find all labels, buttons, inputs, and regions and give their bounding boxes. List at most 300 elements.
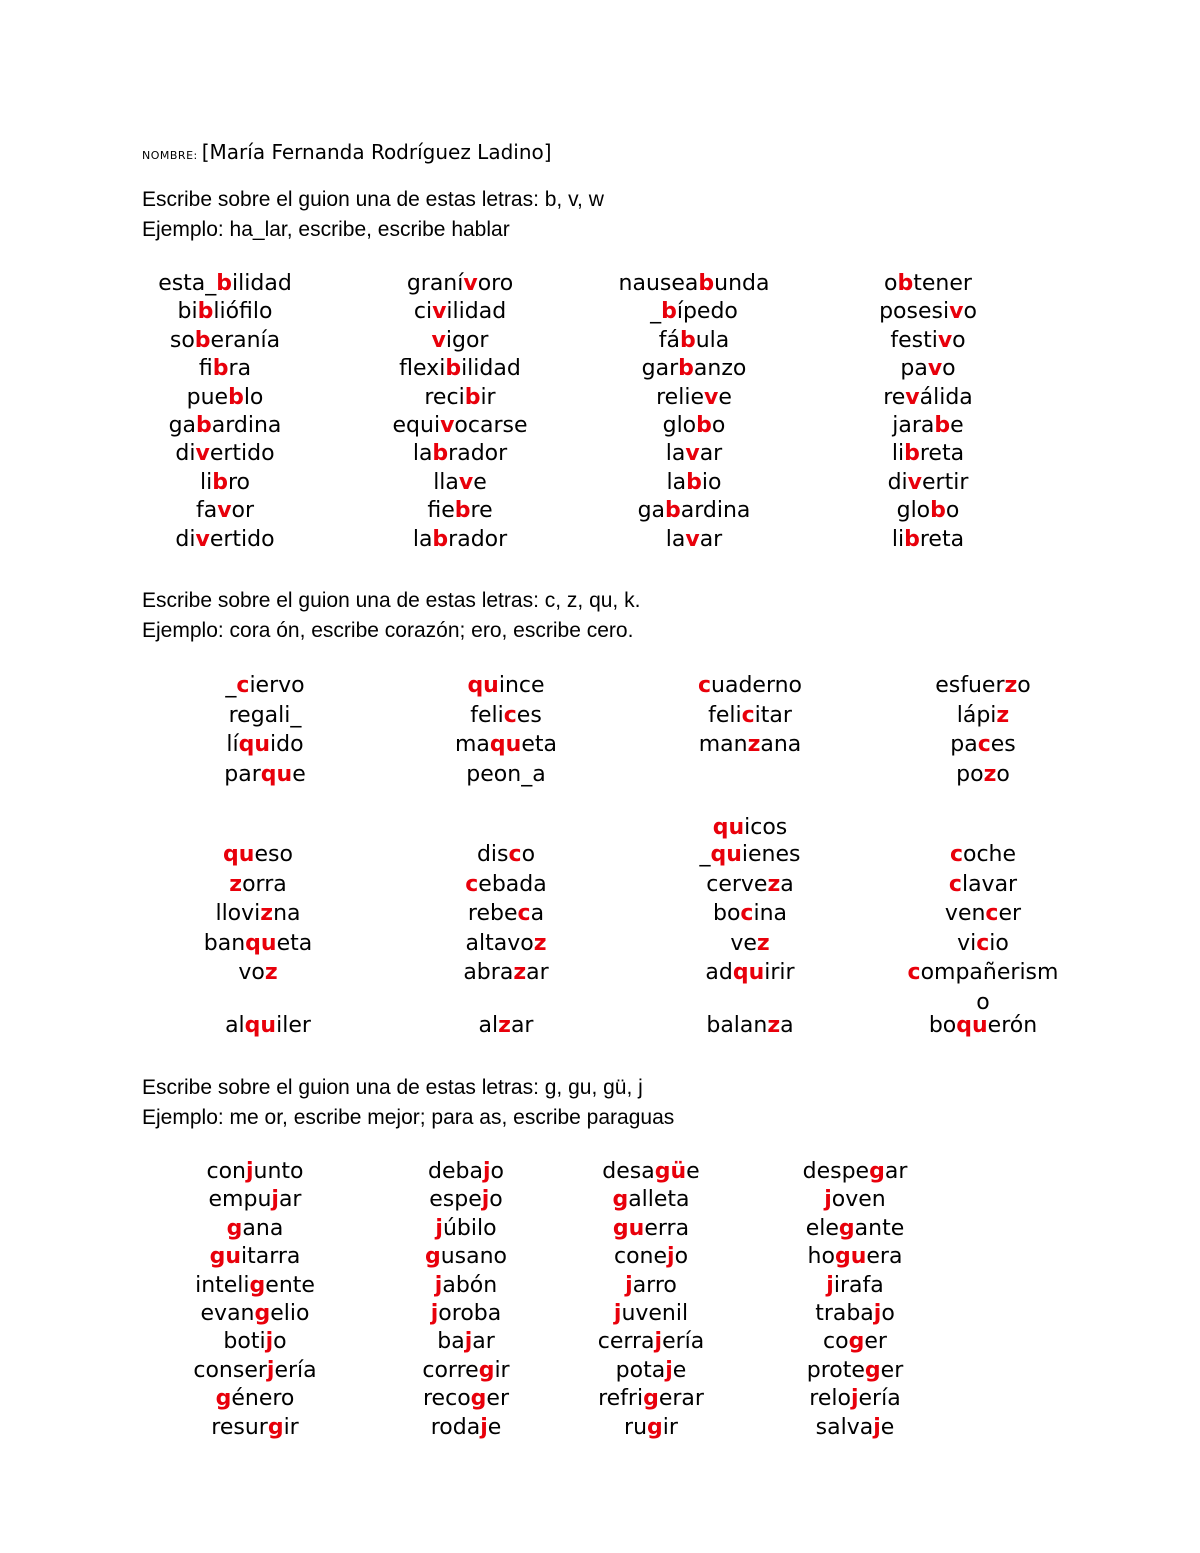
- word-part: o: [674, 1244, 689, 1270]
- word-part: ilidad: [446, 299, 507, 325]
- highlighted-letters: c: [977, 732, 991, 757]
- word: [755, 1158, 955, 1186]
- s2-last-4: [868, 1011, 1098, 1041]
- word: [868, 870, 1098, 900]
- word-part: es: [990, 732, 1016, 757]
- word-part: ir: [283, 1414, 299, 1440]
- word: [828, 469, 1028, 497]
- highlighted-letters: b: [661, 299, 677, 325]
- highlighted-letters: g: [267, 1414, 284, 1440]
- highlighted-letters: v: [458, 469, 474, 495]
- word-part: li: [891, 441, 905, 467]
- word: [755, 1186, 955, 1214]
- word-part: eta: [276, 930, 313, 956]
- word-part: o: [1017, 673, 1031, 698]
- word-part: fa: [195, 498, 218, 524]
- word-part: erra: [644, 1215, 690, 1241]
- highlighted-letters: j: [245, 1159, 254, 1184]
- highlighted-letters: g: [470, 1386, 487, 1412]
- word-part: a: [530, 901, 545, 926]
- word-part: balan: [706, 1013, 768, 1038]
- word-part: re: [470, 498, 493, 524]
- word-part: ería: [858, 1386, 901, 1412]
- word: [155, 1158, 355, 1186]
- s2-a-col-2: [406, 671, 606, 789]
- highlighted-letters: j: [480, 1414, 488, 1440]
- word-part: flexi: [399, 356, 446, 382]
- section3-example: Ejemplo: me or, escribe mejor; para as, escribe paraguas: [142, 1106, 675, 1129]
- word-part: lí: [226, 732, 239, 757]
- word: [551, 1385, 751, 1413]
- word-part: fi: [198, 356, 213, 382]
- word-part: resur: [211, 1414, 268, 1440]
- word-part: io: [701, 469, 722, 495]
- word: [406, 760, 606, 790]
- highlighted-letters: g: [424, 1244, 441, 1270]
- highlighted-letters: z: [996, 702, 1010, 728]
- word: [165, 760, 365, 790]
- word: [883, 760, 1083, 790]
- word: [366, 1357, 566, 1385]
- word-part: lavar: [961, 871, 1018, 897]
- highlighted-letters: j: [482, 1159, 491, 1184]
- word-part: cerve: [706, 871, 768, 897]
- word-part: cerra: [597, 1329, 655, 1355]
- word-part: o: [711, 412, 726, 438]
- highlighted-letters: qu: [489, 732, 522, 757]
- word: [594, 469, 794, 497]
- highlighted-letters: c: [517, 901, 531, 926]
- word: [406, 929, 606, 959]
- word-part: er: [486, 1386, 509, 1412]
- highlighted-letters: g: [254, 1300, 271, 1326]
- highlighted-letters: gu: [834, 1244, 867, 1270]
- word-part: itarra: [241, 1244, 301, 1270]
- word-part: rador: [448, 526, 508, 552]
- highlighted-letters: j: [873, 1300, 882, 1326]
- word: [868, 899, 1098, 929]
- highlighted-letters: z: [260, 901, 274, 926]
- word-part: ar: [278, 1187, 302, 1213]
- word: [828, 355, 1028, 383]
- highlighted-letters: v: [949, 299, 964, 325]
- highlighted-letters: b: [212, 469, 228, 495]
- word: [828, 412, 1028, 440]
- word-part: o: [942, 356, 956, 382]
- s2-last-1: [168, 1011, 368, 1041]
- word-part: o: [521, 842, 536, 867]
- word: [868, 929, 1098, 959]
- word: [650, 730, 850, 760]
- highlighted-letters: gü: [654, 1159, 687, 1184]
- word-part: pota: [615, 1357, 666, 1383]
- word: [551, 1158, 751, 1186]
- highlighted-letters: j: [464, 1329, 473, 1355]
- word-part: ar: [526, 960, 549, 985]
- s2-b-col-3: [650, 840, 850, 988]
- word-part: elio: [270, 1300, 310, 1326]
- word-part: io: [989, 930, 1009, 956]
- word-part: o: [963, 299, 977, 325]
- word-part: peon_a: [466, 761, 546, 787]
- highlighted-letters: g: [226, 1215, 243, 1241]
- word-part: man: [698, 732, 748, 757]
- word-part: esfuer: [935, 673, 1005, 698]
- highlighted-letters: j: [850, 1386, 859, 1412]
- highlighted-letters: b: [445, 356, 462, 382]
- word: [594, 497, 794, 525]
- word-part: ana: [242, 1215, 284, 1241]
- word: [828, 526, 1028, 554]
- word-part: ente: [265, 1272, 315, 1298]
- word: [650, 701, 850, 731]
- word: [155, 1328, 355, 1356]
- word-part: la: [665, 441, 686, 467]
- highlighted-letters: c: [740, 901, 754, 926]
- word-part: relie: [656, 384, 704, 410]
- highlighted-letters: g: [864, 1357, 881, 1383]
- word-part: o: [952, 327, 966, 353]
- word: [594, 270, 794, 298]
- word-part: rador: [448, 441, 508, 467]
- highlighted-letters: qu: [245, 930, 277, 956]
- word-part: e: [487, 1414, 502, 1440]
- highlighted-letters: j: [824, 1187, 832, 1213]
- word-part: e: [950, 412, 964, 438]
- section1-example: Ejemplo: ha_lar, escribe, escribe hablar: [142, 218, 510, 241]
- word-part: desa: [602, 1159, 655, 1184]
- word-part: igor: [445, 327, 489, 353]
- word-part: di: [175, 441, 196, 467]
- word: [158, 899, 358, 929]
- highlighted-letters: g: [478, 1357, 495, 1383]
- s2-a-col-3: [650, 671, 850, 760]
- highlighted-letters: b: [194, 327, 211, 353]
- word: [366, 1215, 566, 1243]
- highlighted-letters: c: [985, 901, 999, 926]
- word-part: irir: [764, 960, 795, 985]
- word-part: feli: [708, 702, 742, 728]
- highlighted-letters: c: [236, 673, 250, 698]
- word-part: a: [780, 1013, 794, 1038]
- word-part: inteli: [195, 1272, 250, 1298]
- word: [594, 298, 794, 326]
- word-part: li: [891, 526, 905, 552]
- highlighted-letters: v: [463, 271, 478, 296]
- word-part: énero: [231, 1386, 295, 1412]
- highlighted-letters: j: [665, 1357, 673, 1383]
- word-part: feli: [470, 702, 504, 728]
- highlighted-letters: v: [685, 526, 700, 552]
- word-part: ga: [168, 412, 197, 438]
- word: [551, 1328, 751, 1356]
- highlighted-letters: b: [665, 498, 681, 524]
- word: [125, 440, 325, 468]
- word: [360, 412, 560, 440]
- s3-col-4: [755, 1158, 955, 1442]
- word-part: rebe: [467, 901, 518, 926]
- word-part: regali_: [228, 702, 302, 728]
- word: [366, 1385, 566, 1413]
- section1-instruction: Escribe sobre el guion una de estas letras: b, v, w: [142, 188, 604, 211]
- word-part: la: [412, 441, 433, 467]
- word: [406, 899, 606, 929]
- word: [868, 958, 1098, 988]
- word-part: er: [998, 901, 1022, 926]
- word: [551, 1186, 751, 1214]
- highlighted-letters: j: [667, 1244, 675, 1270]
- highlighted-letters: j: [434, 1272, 443, 1298]
- highlighted-letters: j: [271, 1187, 279, 1213]
- word-part: traba: [815, 1300, 874, 1326]
- word: [125, 270, 325, 298]
- highlighted-letters: z: [229, 871, 243, 897]
- word: [158, 840, 358, 870]
- word-part: relo: [809, 1386, 851, 1412]
- highlighted-letters: qu: [732, 960, 765, 985]
- word-part: ir: [662, 1414, 678, 1440]
- word: [360, 526, 560, 554]
- word-part: llovi: [215, 901, 261, 926]
- word: [165, 701, 365, 731]
- highlighted-letters: j: [613, 1300, 622, 1326]
- section2-instruction: Escribe sobre el guion una de estas letras: c, z, qu, k.: [142, 589, 641, 612]
- highlighted-letters: qu: [223, 842, 255, 867]
- word-part: pue: [186, 384, 229, 410]
- word-part: al: [225, 1013, 245, 1038]
- word: [594, 384, 794, 412]
- word: [650, 840, 850, 870]
- word-part: ante: [854, 1215, 905, 1241]
- word: [360, 270, 560, 298]
- word: [165, 671, 365, 701]
- word: [594, 327, 794, 355]
- word-part: ince: [498, 673, 545, 698]
- nombre-label: NOMBRE:: [142, 149, 198, 162]
- word-part: nausea: [618, 271, 699, 296]
- highlighted-letters: qu: [244, 1013, 277, 1038]
- word-part: itar: [754, 702, 792, 728]
- word: [360, 327, 560, 355]
- word-part: uaderno: [711, 673, 803, 698]
- word-part: abón: [442, 1272, 498, 1298]
- highlighted-letters: qu: [467, 673, 499, 698]
- word-part: ci: [413, 299, 433, 325]
- highlighted-letters: b: [930, 498, 946, 524]
- s1-col-1: [125, 270, 325, 554]
- highlighted-letters: v: [432, 299, 447, 325]
- word-part: vi: [957, 930, 977, 956]
- highlighted-letters: b: [216, 271, 233, 296]
- highlighted-letters: j: [873, 1414, 881, 1440]
- word: [155, 1243, 355, 1271]
- highlighted-letters: g: [643, 1386, 659, 1412]
- word: [125, 412, 325, 440]
- highlighted-letters: v: [927, 356, 943, 382]
- word: [125, 298, 325, 326]
- word: [594, 526, 794, 554]
- word-part: festi: [890, 327, 938, 353]
- word-part: refri: [598, 1386, 644, 1412]
- s3-col-3: [551, 1158, 751, 1442]
- highlighted-letters: z: [747, 732, 761, 757]
- word: [125, 355, 325, 383]
- highlighted-letters: b: [432, 441, 449, 467]
- word-part: ardina: [211, 412, 282, 438]
- word: [551, 1300, 751, 1328]
- word-part: úbilo: [442, 1215, 497, 1241]
- word-part: na: [273, 901, 301, 926]
- highlighted-letters: qu: [710, 842, 742, 867]
- word-part: unto: [253, 1159, 304, 1184]
- highlighted-letters: z: [264, 960, 278, 985]
- word-part: ebada: [478, 871, 547, 897]
- word-part: e: [672, 1357, 687, 1383]
- word-part: ilidad: [232, 271, 292, 296]
- word: [125, 526, 325, 554]
- word-part: o: [996, 761, 1010, 787]
- word: [594, 440, 794, 468]
- word-part: la: [665, 526, 686, 552]
- highlighted-letters: j: [265, 1329, 274, 1355]
- highlighted-letters: b: [228, 384, 244, 410]
- word-part: iler: [276, 1013, 311, 1038]
- word-part: iervo: [249, 673, 305, 698]
- word-part: o: [489, 1187, 503, 1213]
- highlighted-letters: b: [686, 469, 702, 495]
- word: [360, 384, 560, 412]
- word: [828, 298, 1028, 326]
- word: [755, 1300, 955, 1328]
- highlighted-letters: g: [647, 1414, 663, 1440]
- word-part: espe: [429, 1187, 482, 1213]
- highlighted-letters: j: [430, 1300, 439, 1326]
- word: [755, 1414, 955, 1442]
- word-part: e: [292, 761, 306, 787]
- word-part: posesi: [879, 299, 950, 325]
- s1-col-3: [594, 270, 794, 554]
- word-part: empu: [208, 1187, 272, 1213]
- word: [828, 497, 1028, 525]
- word-part: ar: [699, 441, 723, 467]
- word-part: corre: [422, 1357, 479, 1383]
- word-part: o: [881, 1300, 895, 1326]
- word-part: ula: [695, 327, 730, 353]
- highlighted-letters: j: [481, 1187, 490, 1213]
- highlighted-letters: v: [195, 441, 210, 467]
- word-part: ar: [884, 1159, 908, 1184]
- highlighted-letters: b: [212, 356, 229, 382]
- highlighted-letters: j: [826, 1272, 834, 1298]
- word: [360, 355, 560, 383]
- word-part: ana: [760, 732, 802, 757]
- word-part: ienes: [741, 842, 801, 867]
- highlighted-letters: c: [508, 842, 522, 867]
- highlighted-letters: gu: [612, 1215, 645, 1241]
- word: [828, 440, 1028, 468]
- word: [755, 1243, 955, 1271]
- word-part: ertido: [209, 526, 275, 552]
- word-part: ro: [227, 469, 250, 495]
- word-part: reco: [423, 1386, 471, 1412]
- word-part: orra: [242, 871, 287, 897]
- highlighted-letters: b: [904, 441, 920, 467]
- word: [883, 671, 1083, 701]
- word-part: oroba: [438, 1300, 502, 1326]
- word-part: e: [473, 469, 487, 495]
- section2-example: Ejemplo: cora ón, escribe corazón; ero, escribe cero.: [142, 619, 634, 642]
- s3-col-1: [155, 1158, 355, 1442]
- word: [650, 899, 850, 929]
- word-part: or: [231, 498, 255, 524]
- word-part: o: [976, 989, 990, 1015]
- word-part: ilidad: [461, 356, 521, 382]
- word: [366, 1158, 566, 1186]
- word: [155, 1300, 355, 1328]
- word-part: ele: [805, 1215, 839, 1241]
- highlighted-letters: z: [533, 930, 547, 956]
- word-part: ru: [624, 1414, 648, 1440]
- word-part: co: [823, 1329, 849, 1355]
- word-part: oven: [831, 1187, 886, 1213]
- word-part: alleta: [628, 1187, 690, 1213]
- highlighted-letters: v: [431, 327, 446, 353]
- highlighted-letters: b: [432, 526, 449, 552]
- word: [594, 412, 794, 440]
- word: [406, 870, 606, 900]
- word: [125, 469, 325, 497]
- highlighted-letters: z: [756, 930, 770, 956]
- highlighted-letters: v: [195, 526, 210, 552]
- student-name-line: [142, 140, 552, 164]
- word-part: e: [686, 1159, 700, 1184]
- word-part: icos: [744, 815, 788, 840]
- highlighted-letters: c: [503, 702, 517, 728]
- word: [650, 1011, 850, 1041]
- word: [551, 1272, 751, 1300]
- word-part: ga: [637, 498, 666, 524]
- nombre-value: [María Fernanda Rodríguez Ladino]: [201, 140, 552, 164]
- highlighted-letters: c: [948, 871, 962, 897]
- word-part: e: [880, 1414, 895, 1440]
- word-part: ería: [274, 1357, 317, 1383]
- word-part: erón: [987, 1013, 1038, 1038]
- highlighted-letters: j: [654, 1329, 663, 1355]
- word-part: graní: [406, 271, 464, 296]
- highlighted-letters: qu: [712, 815, 745, 840]
- s3-col-2: [366, 1158, 566, 1442]
- highlighted-letters: z: [767, 1013, 781, 1038]
- highlighted-letters: c: [697, 673, 712, 698]
- highlighted-letters: b: [696, 412, 712, 438]
- word-part: oche: [963, 842, 1017, 867]
- word: [155, 1215, 355, 1243]
- word-part: ido: [270, 732, 304, 757]
- word-part: ma: [455, 732, 490, 757]
- word: [406, 701, 606, 731]
- word-part: liófilo: [213, 299, 273, 325]
- word-part: ve: [730, 930, 757, 956]
- word-part: o: [490, 1159, 504, 1184]
- word-part: oro: [477, 271, 514, 296]
- word-part: equi: [392, 412, 441, 438]
- word: [125, 327, 325, 355]
- word-part: er: [864, 1329, 887, 1355]
- word: [406, 958, 606, 988]
- word: [406, 671, 606, 701]
- word: [158, 958, 358, 988]
- word-part: glo: [896, 498, 931, 524]
